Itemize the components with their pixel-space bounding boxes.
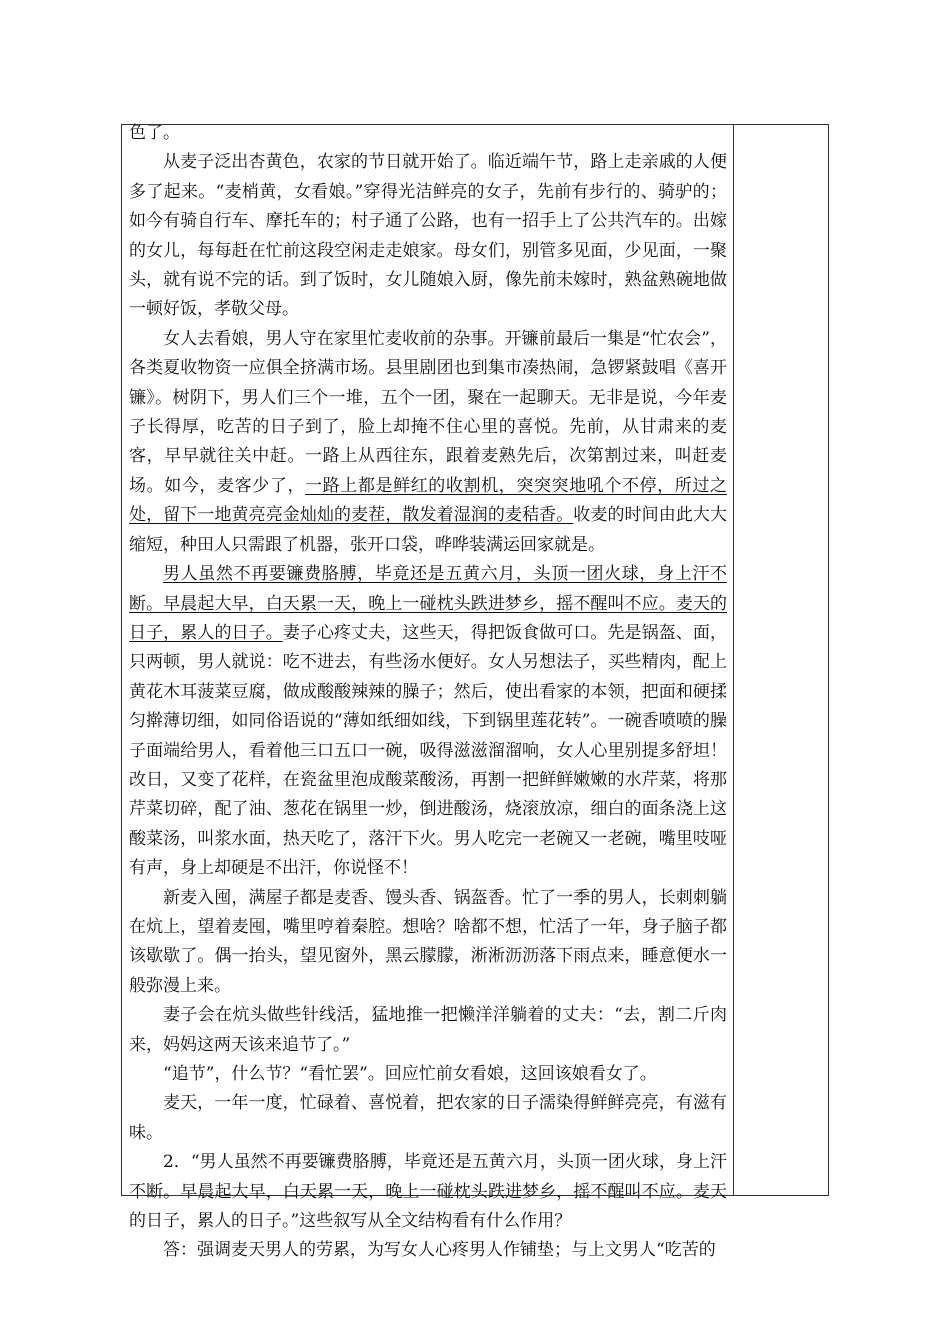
paragraph-1: 从麦子泛出杏黄色，农家的节日就开始了。临近端午节，路上走亲戚的人便多了起来。“麦梢黄，女看娘。”穿得光洁鲜亮的女子，先前有步行的、骑驴的；如今有骑自行车、摩托车的；村子通了公路，也有一招手上了公共汽车的。出嫁的女儿，每每赶在忙前这段空闲走走娘家。母女们，别管多见面，少见面，一聚头，就有说不完的话。到了饭时，女儿随娘入厨，像先前未嫁时，熟盆熟碗地做一顿好饭，孝敬父母。 bbox=[129, 152, 727, 320]
paragraph-0: 色了。 bbox=[129, 123, 180, 143]
answer-2: 答：强调麦天男人的劳累，为写女人心疼男人作铺垫；与上文男人“吃苦的 bbox=[163, 1240, 716, 1261]
paragraph-2-tail: 收麦的时间由此大大缩短，种田人只需跟了机器，张开口袋，哗哗装满运回家就是。 bbox=[129, 505, 728, 555]
paragraph-3-tail: 妻子心疼丈夫，这些天，得把饭食做可口。先是锅盔、面，只两顿，男人就说：吃不进去，有些汤水便好。女人另想法子，买些精肉，配上黄花木耳菠菜豆腐，做成酸酸辣辣的臊子；然后，使出看家的本领，把面和硬揉匀擀薄切细，如同俗语说的“薄如纸细如线，下到锅里莲花转”。一碗香喷喷的臊子面端给男人，看着他三口五口一碗，吸得滋滋溜溜响，女人心里别提多舒坦！改日，又变了花样，在瓷盆里泡成酸菜酸汤，再割一把鲜鲜嫩嫩的水芹菜，将那芹菜切碎，配了油、葱花在锅里一炒，倒进酸汤，烧滚放凉，细白的面条浇上这酸菜汤，叫浆水面，热天吃了，落汗下火。男人吃完一老碗又一老碗，嘴里吱哑有声，身上却硬是不出汗，你说怪不！ bbox=[129, 622, 728, 879]
underlined-sentence-1: 一路上都是鲜红的收割机，突突突地吼个不停，所过之处，留下一地黄亮亮金灿灿的麦茬，散发着湿润的麦秸香。 bbox=[129, 475, 728, 526]
paragraph-3 bbox=[129, 560, 727, 883]
content-cell bbox=[122, 123, 734, 1261]
paragraph-4: 新麦入囤，满屋子都是麦香、馒头香、锅盔香。忙了一季的男人，长刺刺躺在炕上，望着麦囤，嘴里哼着秦腔。想啥？啥都不想，忙活了一年，身子脑子都该歇歇了。偶一抬头，望见窗外，黑云朦朦，淅淅沥沥落下雨点来，睡意便水一般弥漫上来。 bbox=[129, 887, 727, 996]
notes-cell bbox=[734, 125, 828, 1195]
paragraph-7: 麦天，一年一度，忙碌着、喜悦着，把农家的日子濡染得鲜鲜亮亮，有滋有味。 bbox=[129, 1093, 727, 1143]
document-table bbox=[121, 123, 829, 1261]
paragraph-2-text: 女人去看娘，男人守在家里忙麦收前的杂事。开镰前最后一集是“忙农会”，各类夏收物资一应俱全挤满市场。县里剧团也到集市凑热闹，急锣紧鼓唱《喜开镰》。树阴下，男人们三个一堆，五个一团，聚在一起聊天。无非是说，今年麦子长得厚，吃苦的日子到了，脸上却掩不住心里的喜悦。先前，从甘肃来的麦客，早早就往关中赶。一路上从西往东，跟着麦熟先后，次第割过来，叫赶麦场。如今，麦客少了， bbox=[129, 328, 727, 496]
underlined-sentence-2: 男人虽然不再要镰费胳膊，毕竟还是五黄六月，头顶一团火球，身上汗不断。早晨起大早，白天累一天，晚上一碰枕头跌进梦乡，摇不醒叫不应。麦天的日子，累人的日子。 bbox=[129, 564, 727, 643]
question-2: 2．“男人虽然不再要镰费胳膊，毕竟还是五黄六月，头顶一团火球，身上汗不断。早晨起大早，白天累一天，晚上一碰枕头跌进梦乡，摇不醒叫不应。麦天的日子，累人的日子。”这些叙写从全文结构看有什么作用？ bbox=[129, 1152, 727, 1232]
paragraph-6: “追节”，什么节？“看忙罢”。回应忙前女看娘，这回该娘看女了。 bbox=[163, 1064, 657, 1084]
paragraph-2 bbox=[129, 325, 727, 560]
paragraph-5: 妻子会在炕头做些针线活，猛地推一把懒洋洋躺着的丈夫：“去，割二斤肉来，妈妈这两天该来追节了。” bbox=[129, 1005, 727, 1055]
